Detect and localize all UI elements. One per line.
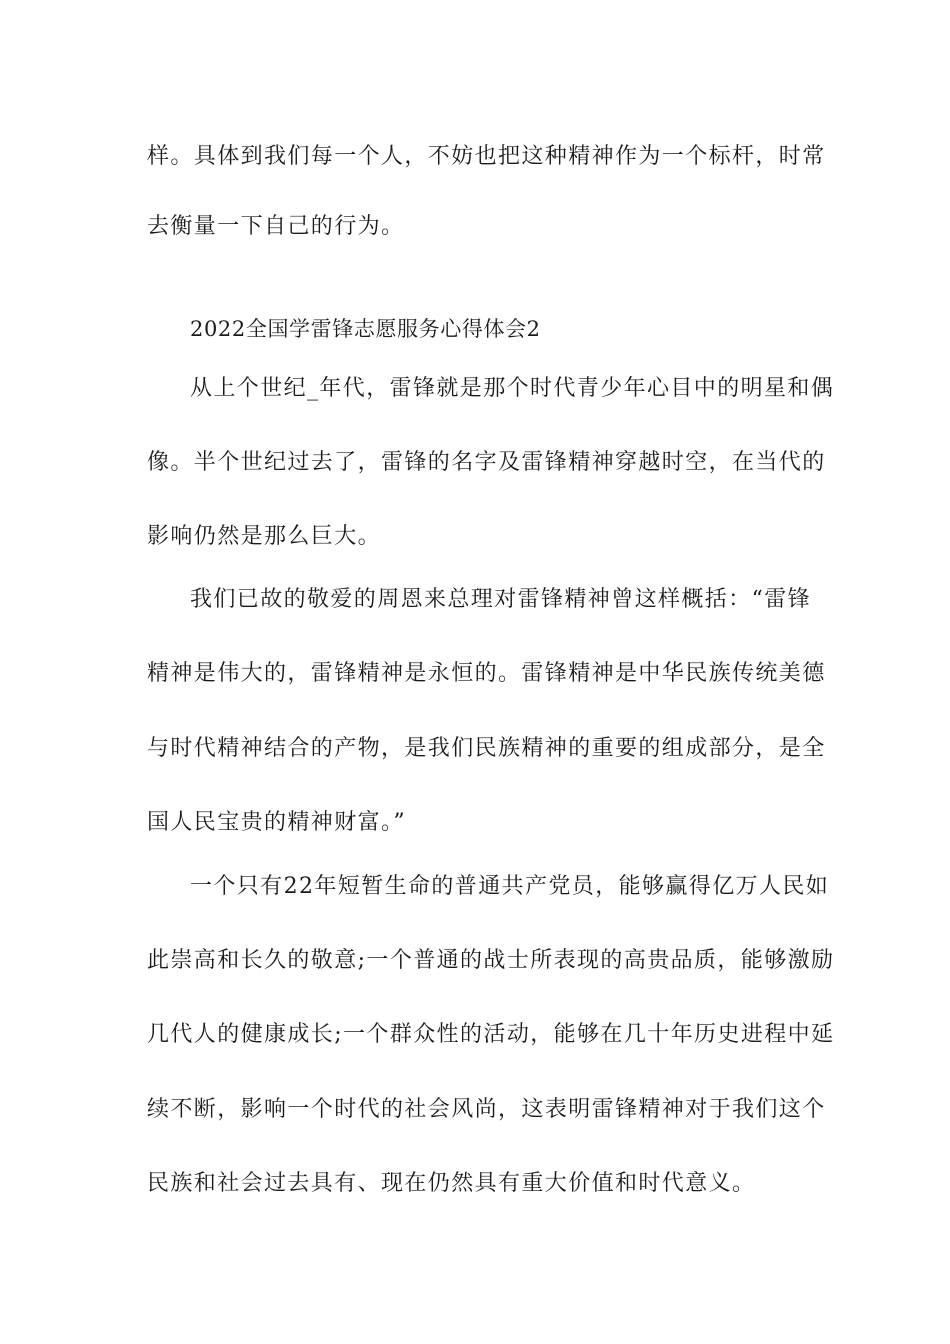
paragraph-line: 国人民宝贵的精神财富。” (147, 810, 407, 835)
section-heading: 2022全国学雷锋志愿服务心得体会2 (190, 317, 541, 341)
paragraph-line: 民族和社会过去具有、现在仍然具有重大价值和时代意义。 (147, 1171, 756, 1196)
paragraph-line: 我们已故的敬爱的周恩来总理对雷锋精神曾这样概括：“雷锋 (190, 587, 812, 612)
paragraph-line: 几代人的健康成长;一个群众性的活动，能够在几十年历史进程中延 (147, 1022, 835, 1047)
paragraph-line: 精神是伟大的，雷锋精神是永恒的。雷锋精神是中华民族传统美德 (147, 661, 826, 686)
paragraph-line: 像。半个世纪过去了，雷锋的名字及雷锋精神穿越时空，在当代的 (147, 450, 826, 475)
paragraph-line: 从上个世纪_年代，雷锋就是那个时代青少年心目中的明星和偶 (190, 376, 835, 401)
paragraph-line: 样。具体到我们每一个人，不妨也把这种精神作为一个标杆，时常 (147, 144, 826, 169)
paragraph-line: 一个只有22年短暂生命的普通共产党员，能够赢得亿万人民如 (190, 874, 830, 899)
paragraph-line: 续不断，影响一个时代的社会风尚，这表明雷锋精神对于我们这个 (147, 1097, 826, 1122)
paragraph-line: 影响仍然是那么巨大。 (147, 524, 382, 549)
paragraph-line: 此崇高和长久的敬意;一个普通的战士所表现的高贵品质，能够激励 (147, 948, 835, 973)
paragraph-line: 与时代精神结合的产物，是我们民族精神的重要的组成部分，是全 (147, 736, 826, 761)
paragraph-line: 去衡量一下自己的行为。 (147, 214, 405, 239)
